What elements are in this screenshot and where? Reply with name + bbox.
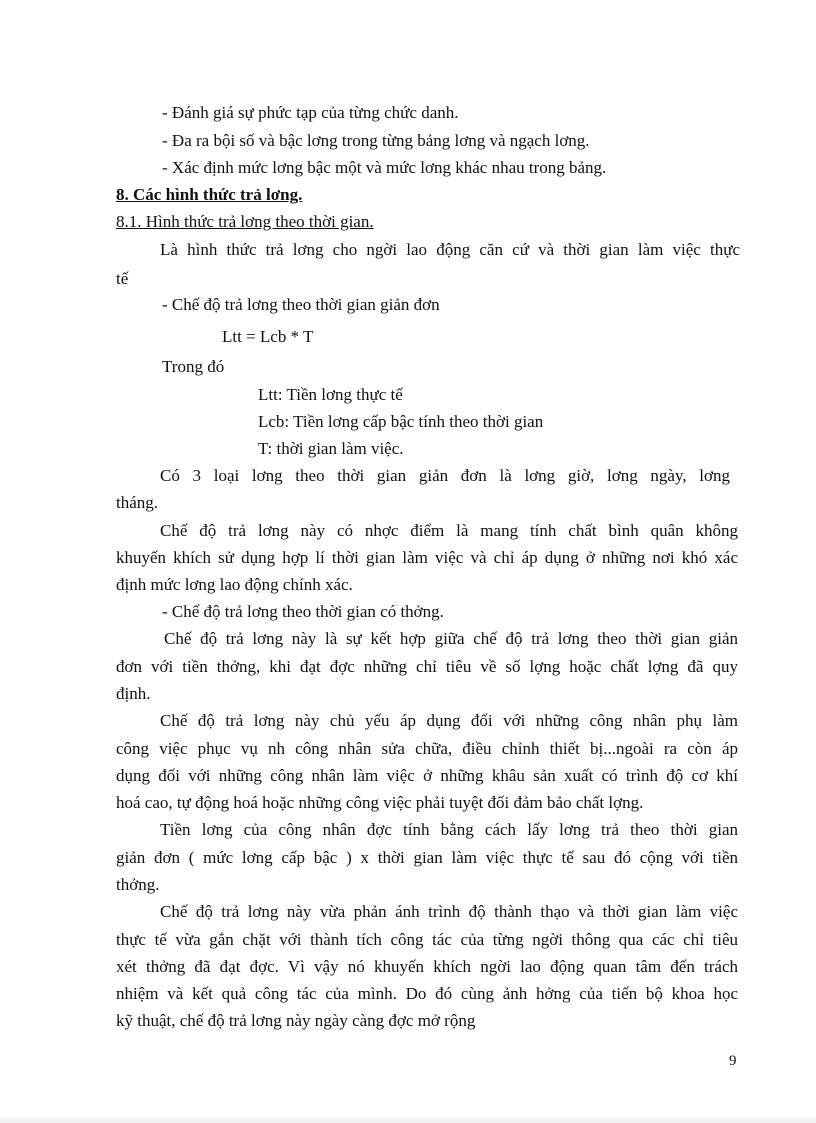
- page-bottom-edge: [0, 1118, 816, 1123]
- paragraph-line: Là hình thức trả lơng cho ngời lao động căn cứ và thời gian làm việc thực: [160, 240, 740, 259]
- paragraph-line: Chế độ trả lơng này vừa phản ánh trình độ thành thạo và thời gian làm việc: [160, 902, 738, 921]
- section-heading: 8. Các hình thức trả lơng.: [116, 185, 303, 204]
- definition-line: Ltt: Tiền lơng thực tế: [258, 385, 403, 404]
- paragraph-line: Có 3 loại lơng theo thời gian giản đơn là lơng giờ, lơng ngày, lơng: [160, 466, 730, 485]
- paragraph-line: đơn với tiền thởng, khi đạt đợc những chỉ tiêu về số lợng hoặc chất lợng đã quy: [116, 657, 738, 676]
- paragraph-line: thực tế vừa gắn chặt với thành tích công tác của từng ngời thông qua các chỉ tiêu: [116, 930, 738, 949]
- paragraph-line: Chế độ trả lơng này là sự kết hợp giữa chế độ trả lơng theo thời gian giản: [164, 629, 738, 648]
- paragraph-line: kỹ thuật, chế độ trả lơng này ngày càng đợc mở rộng: [116, 1011, 476, 1030]
- paragraph-line: công việc phục vụ nh công nhân sửa chữa, điều chỉnh thiết bị...ngoài ra còn áp: [116, 739, 738, 758]
- paragraph-line: Trong đó: [162, 357, 225, 376]
- bullet-line: - Chế độ trả lơng theo thời gian có thởng.: [162, 602, 444, 621]
- paragraph-line: tế: [116, 269, 129, 288]
- paragraph-line: tháng.: [116, 493, 159, 512]
- paragraph-line: thởng.: [116, 875, 160, 894]
- paragraph-line: định.: [116, 684, 151, 703]
- paragraph-line: khuyến khích sử dụng hợp lí thời gian làm việc và chỉ áp dụng ở những nơi khó xác: [116, 548, 738, 567]
- paragraph-line: hoá cao, tự động hoá hoặc những công việc phải tuyệt đối đảm bảo chất lợng.: [116, 793, 644, 812]
- definition-line: T: thời gian làm việc.: [258, 439, 404, 458]
- bullet-line: - Chế độ trả lơng theo thời gian giản đơn: [162, 295, 440, 314]
- paragraph-line: nhiệm và kết quả công tác của mình. Do đó cùng ảnh hởng của tiến bộ khoa học: [116, 984, 738, 1003]
- paragraph-line: Chế độ trả lơng này chủ yếu áp dụng đối với những công nhân phụ làm: [160, 711, 738, 730]
- page-number: 9: [729, 1053, 737, 1069]
- paragraph-line: xét thởng đã đạt đợc. Vì vậy nó khuyến khích ngời lao động quan tâm đến trách: [116, 957, 738, 976]
- paragraph-line: định mức lơng lao động chính xác.: [116, 575, 353, 594]
- paragraph-line: Chế độ trả lơng này có nhợc điểm là mang tính chất bình quân không: [160, 521, 738, 540]
- paragraph-line: Tiền lơng của công nhân đợc tính bằng cách lấy lơng trả theo thời gian: [160, 820, 738, 839]
- bullet-line: - Xác định mức lơng bậc một và mức lơng khác nhau trong bảng.: [162, 158, 607, 177]
- bullet-line: - Đa ra bội số và bậc lơng trong từng bảng lơng và ngạch lơng.: [162, 131, 590, 150]
- paragraph-line: dụng đối với những công nhân làm việc ở những khâu sản xuất có trình độ cơ khí: [116, 766, 738, 785]
- paragraph-line: giản đơn ( mức lơng cấp bậc ) x thời gian làm việc thực tế sau đó cộng với tiền: [116, 848, 738, 867]
- formula: Ltt = Lcb * T: [222, 327, 314, 346]
- bullet-line: - Đánh giá sự phức tạp của từng chức danh.: [162, 103, 459, 122]
- subsection-heading: 8.1. Hình thức trả lơng theo thời gian.: [116, 212, 374, 231]
- definition-line: Lcb: Tiền lơng cấp bậc tính theo thời gian: [258, 412, 544, 431]
